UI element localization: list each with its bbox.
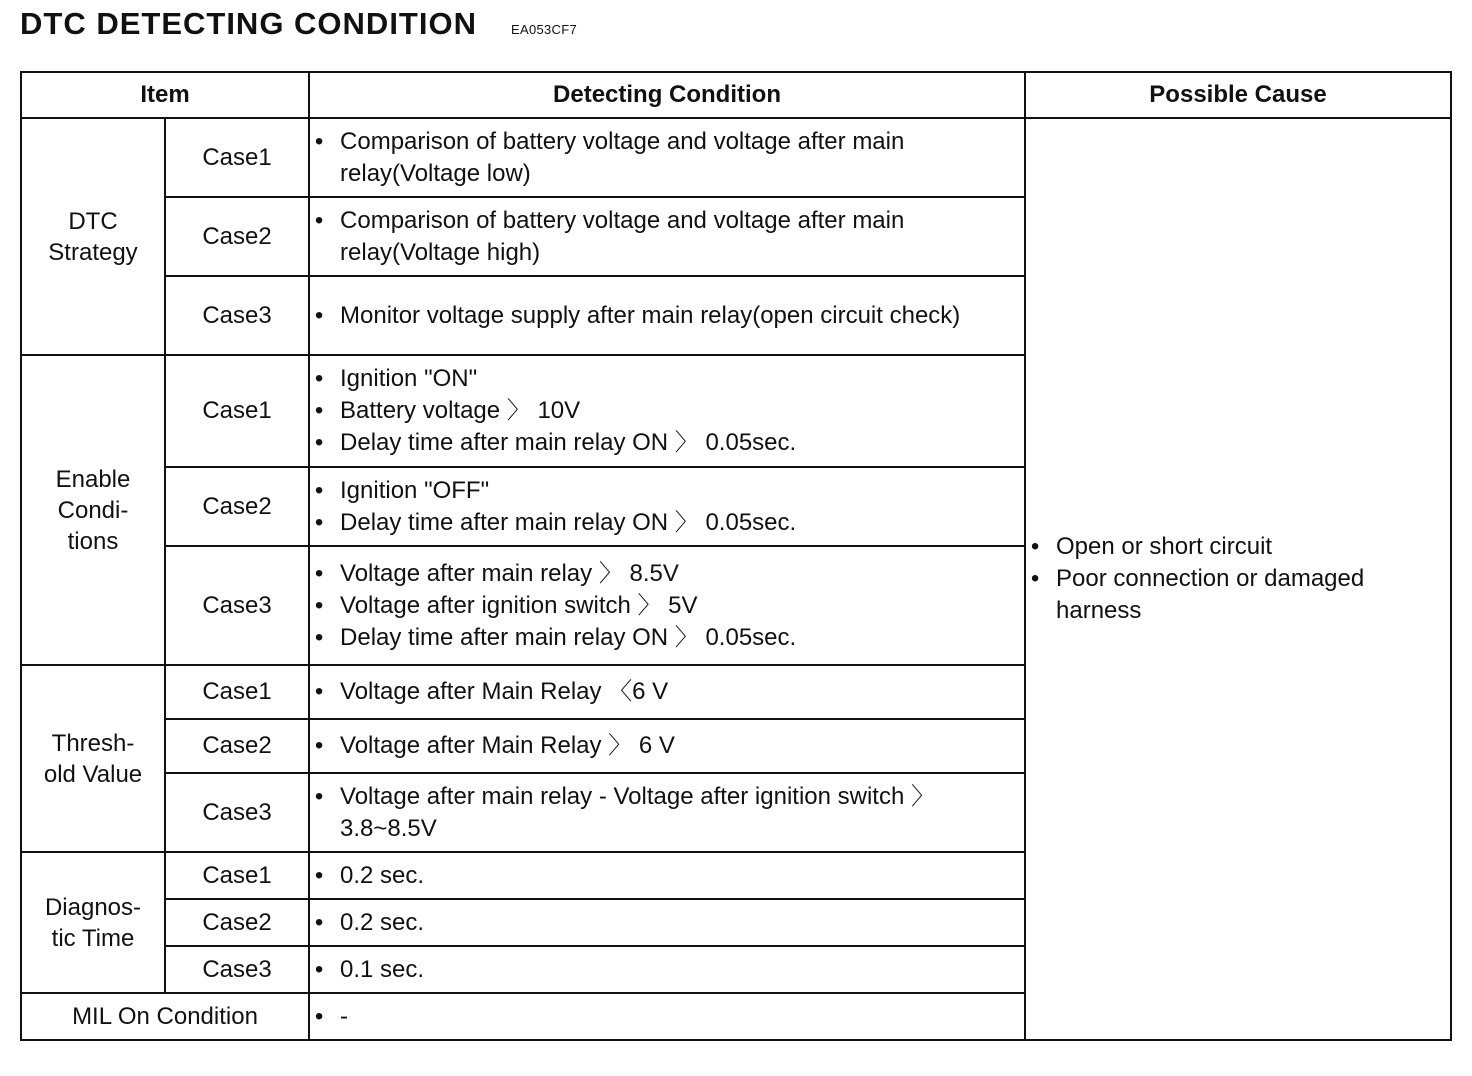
list-item: • Voltage after main relay - Voltage after ignition switch 〉 3.8~8.5V [310, 781, 1024, 845]
bullet-icon: • [314, 678, 324, 705]
condition-cell [309, 852, 1025, 899]
list-item: • Delay time after main relay ON 〉 0.05sec. [310, 507, 1024, 539]
bullet-icon: • [314, 955, 324, 983]
list-item: • Delay time after main relay ON 〉 0.05sec. [310, 427, 1024, 459]
condition-cell [309, 197, 1025, 276]
case-label: Case2 [165, 197, 309, 276]
condition-cell [309, 773, 1025, 852]
bullet-icon: • [1030, 533, 1040, 560]
header [20, 4, 577, 44]
bullet-icon: • [314, 591, 324, 619]
list-item: • Comparison of battery voltage and voltage after main relay(Voltage low) [310, 126, 1024, 190]
document-code: EA053CF7 [511, 21, 577, 37]
list-item: • Ignition "ON" [310, 363, 1024, 395]
bullet-icon: • [314, 301, 324, 329]
bullet-icon: • [314, 476, 324, 504]
case-label: Case2 [165, 719, 309, 773]
case-label: Case1 [165, 355, 309, 467]
condition-cell [309, 946, 1025, 993]
list-item: • Poor connection or damaged harness [1026, 563, 1450, 627]
list-item: • 0.2 sec. [310, 860, 1024, 892]
list-item: • Delay time after main relay ON 〉 0.05sec. [310, 622, 1024, 654]
bullet-icon: • [314, 861, 324, 889]
bullet-icon: • [314, 782, 324, 810]
case-label: Case1 [165, 665, 309, 719]
case-label: Case3 [165, 546, 309, 665]
list-item: • Open or short circuit [1026, 531, 1450, 563]
group-label-diagnostic-time: Diagnos- tic Time [21, 852, 165, 993]
bullet-icon: • [314, 365, 324, 392]
list-item: • Voltage after Main Relay 〈6 V [310, 676, 1024, 708]
list-item: • - [310, 1001, 1024, 1033]
list-item: • Monitor voltage supply after main relay(open circuit check) [310, 300, 1024, 332]
list-item: • Comparison of battery voltage and voltage after main relay(Voltage high) [310, 205, 1024, 269]
case-label: Case2 [165, 467, 309, 546]
group-label-threshold-value: Thresh- old Value [21, 665, 165, 852]
condition-cell [309, 276, 1025, 355]
possible-cause-cell [1025, 118, 1451, 1040]
case-label: Case1 [165, 852, 309, 899]
column-header-detecting-condition: Detecting Condition [309, 72, 1025, 118]
bullet-icon: • [314, 732, 324, 759]
condition-cell [309, 467, 1025, 546]
list-item: • Ignition "OFF" [310, 475, 1024, 507]
table-row [21, 118, 1451, 197]
bullet-icon: • [314, 429, 324, 456]
case-label: Case3 [165, 276, 309, 355]
table-header-row [21, 72, 1451, 118]
condition-cell [309, 118, 1025, 197]
case-label: Case2 [165, 899, 309, 946]
list-item: • 0.1 sec. [310, 954, 1024, 986]
condition-cell [309, 993, 1025, 1040]
column-header-item: Item [21, 72, 309, 118]
list-item: • Voltage after ignition switch 〉 5V [310, 590, 1024, 622]
list-item: • 0.2 sec. [310, 907, 1024, 939]
condition-cell [309, 899, 1025, 946]
bullet-icon: • [1030, 565, 1040, 592]
group-label-enable-conditions: Enable Condi- tions [21, 355, 165, 665]
case-label: Case3 [165, 773, 309, 852]
bullet-icon: • [314, 908, 324, 936]
bullet-icon: • [314, 559, 324, 587]
column-header-possible-cause: Possible Cause [1025, 72, 1451, 118]
bullet-icon: • [314, 206, 324, 234]
bullet-icon: • [314, 397, 324, 424]
list-item: • Voltage after Main Relay 〉 6 V [310, 730, 1024, 762]
list-item: • Voltage after main relay 〉 8.5V [310, 558, 1024, 590]
bullet-icon: • [314, 623, 324, 651]
condition-cell [309, 719, 1025, 773]
condition-cell [309, 546, 1025, 665]
condition-cell [309, 665, 1025, 719]
list-item: • Battery voltage 〉 10V [310, 395, 1024, 427]
case-label: Case1 [165, 118, 309, 197]
bullet-icon: • [314, 127, 324, 155]
case-label: Case3 [165, 946, 309, 993]
mil-on-condition-label: MIL On Condition [21, 993, 309, 1040]
condition-cell [309, 355, 1025, 467]
bullet-icon: • [314, 1002, 324, 1030]
group-label-dtc-strategy: DTC Strategy [21, 118, 165, 355]
dtc-condition-table [20, 71, 1452, 1041]
bullet-icon: • [314, 508, 324, 536]
page-title: DTC DETECTING CONDITION [20, 6, 477, 41]
